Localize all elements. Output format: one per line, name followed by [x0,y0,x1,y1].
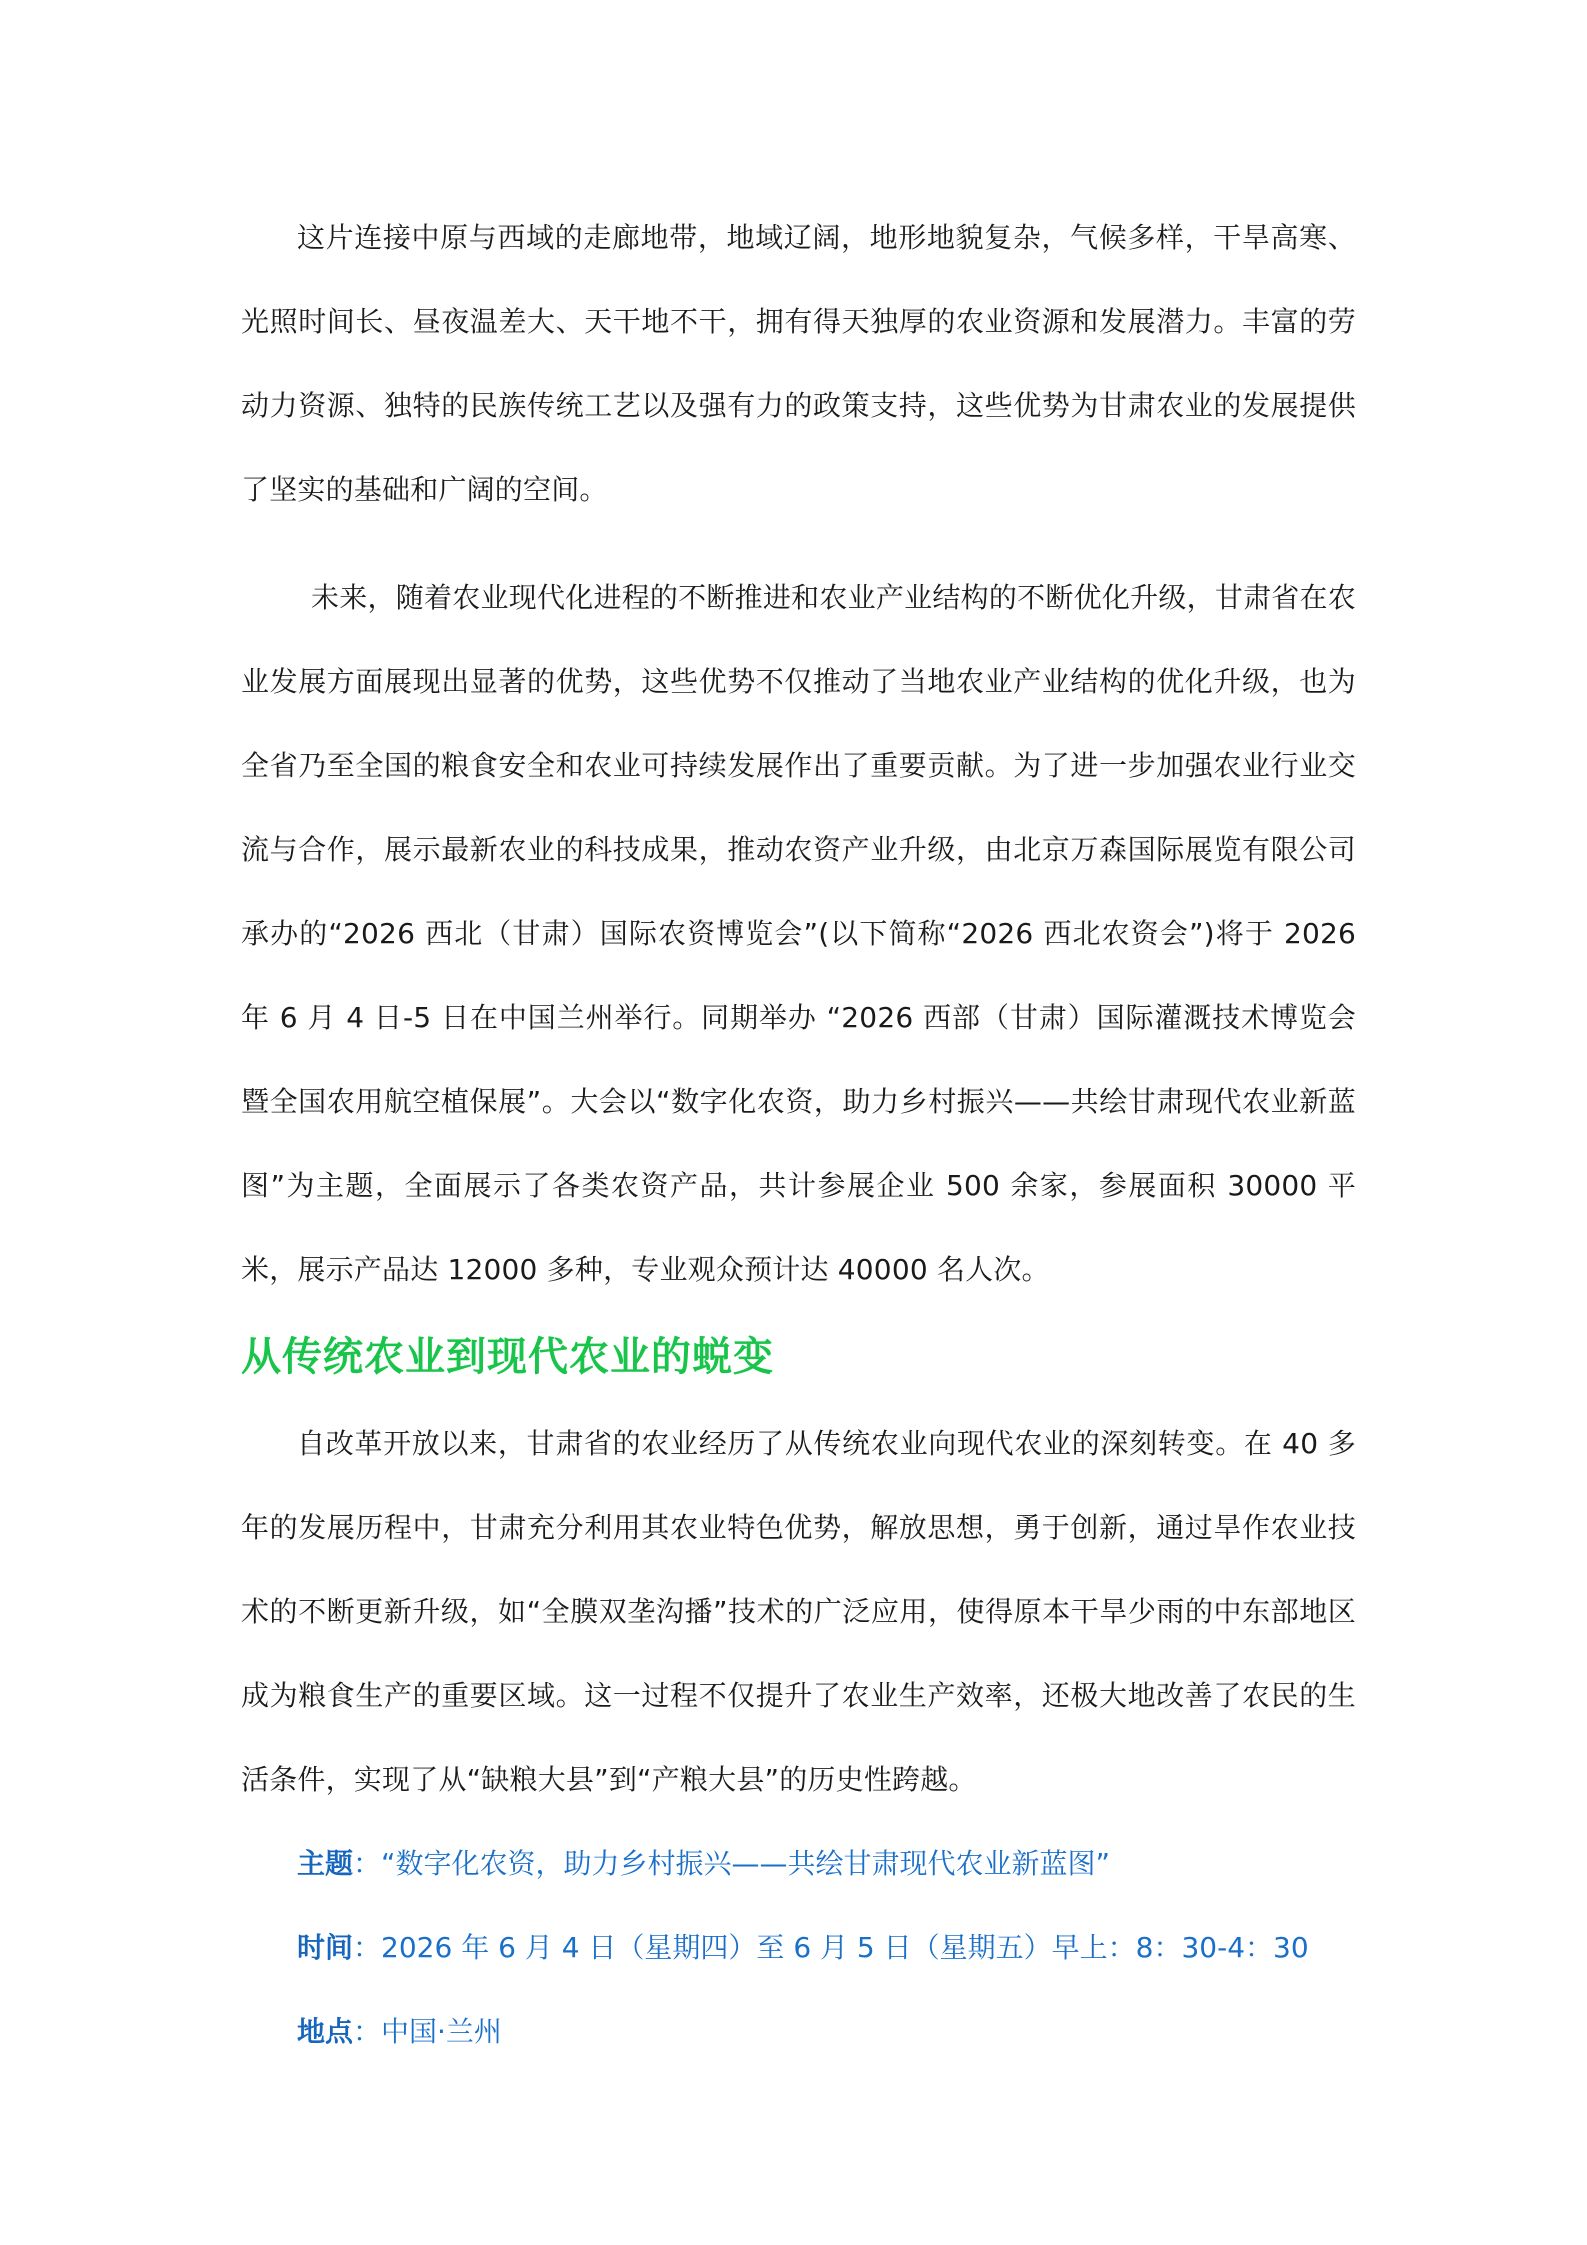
place-separator: ： [353,2015,382,2048]
place-label: 地点 [297,2015,354,2048]
theme-separator: ： [353,1847,382,1880]
place-value: 中国·兰州 [381,2015,502,2048]
history-paragraph: 自改革开放以来，甘肃省的农业经历了从传统农业向现代农业的深刻转变。在 40 多年的发展历程中，甘肃充分利用其农业特色优势，解放思想，勇于创新，通过旱作农业技术的不断更新升级，如“全膜双垄沟播”技术的广泛应用，使得原本干旱少雨的中东部地区成为粮食生产的重要区域。这一过程不仅提升了农业生产效率，还极大地改善了农民的生活条件，实现了从“缺粮大县”到“产粮大县”的历史性跨越。 [241,1427,1356,1796]
theme-row [297,1822,1356,1906]
place-row [297,1990,1356,2074]
event-info-list [241,1822,1356,2074]
time-row [297,1906,1356,1990]
theme-label: 主题 [297,1847,354,1880]
time-label: 时间 [297,1931,354,1964]
document-page [241,196,1356,2074]
exhibition-paragraph: 未来，随着农业现代化进程的不断推进和农业产业结构的不断优化升级，甘肃省在农业发展方面展现出显著的优势，这些优势不仅推动了当地农业产业结构的优化升级，也为全省乃至全国的粮食安全和农业可持续发展作出了重要贡献。为了进一步加强农业行业交流与合作，展示最新农业的科技成果，推动农资产业升级，由北京万森国际展览有限公司承办的“2026 西北（甘肃）国际农资博览会”(以下简称“2026 西北农资会”)将于 2026 年 6 月 4 日-5 日在中国兰州举行。同期举办 “2026 西部（甘肃）国际灌溉技术博览会暨全国农用航空植保展”。大会以“数字化农资，助力乡村振兴——共绘甘肃现代农业新蓝图”为主题，全面展示了各类农资产品，共计参展企业 500 余家，参展面积 30000 平米，展示产品达 12000 多种，专业观众预计达 40000 名人次。 [241,581,1356,1286]
time-value: 2026 年 6 月 4 日（星期四）至 6 月 5 日（星期五）早上：8：30-4：30 [381,1931,1309,1964]
time-separator: ： [353,1931,382,1964]
intro-paragraph: 这片连接中原与西域的走廊地带，地域辽阔，地形地貌复杂，气候多样，干旱高寒、光照时间长、昼夜温差大、天干地不干，拥有得天独厚的农业资源和发展潜力。丰富的劳动力资源、独特的民族传统工艺以及强有力的政策支持，这些优势为甘肃农业的发展提供了坚实的基础和广阔的空间。 [241,221,1356,506]
section-heading: 从传统农业到现代农业的蜕变 [241,1333,774,1380]
theme-value: “数字化农资，助力乡村振兴——共绘甘肃现代农业新蓝图” [381,1847,1111,1880]
